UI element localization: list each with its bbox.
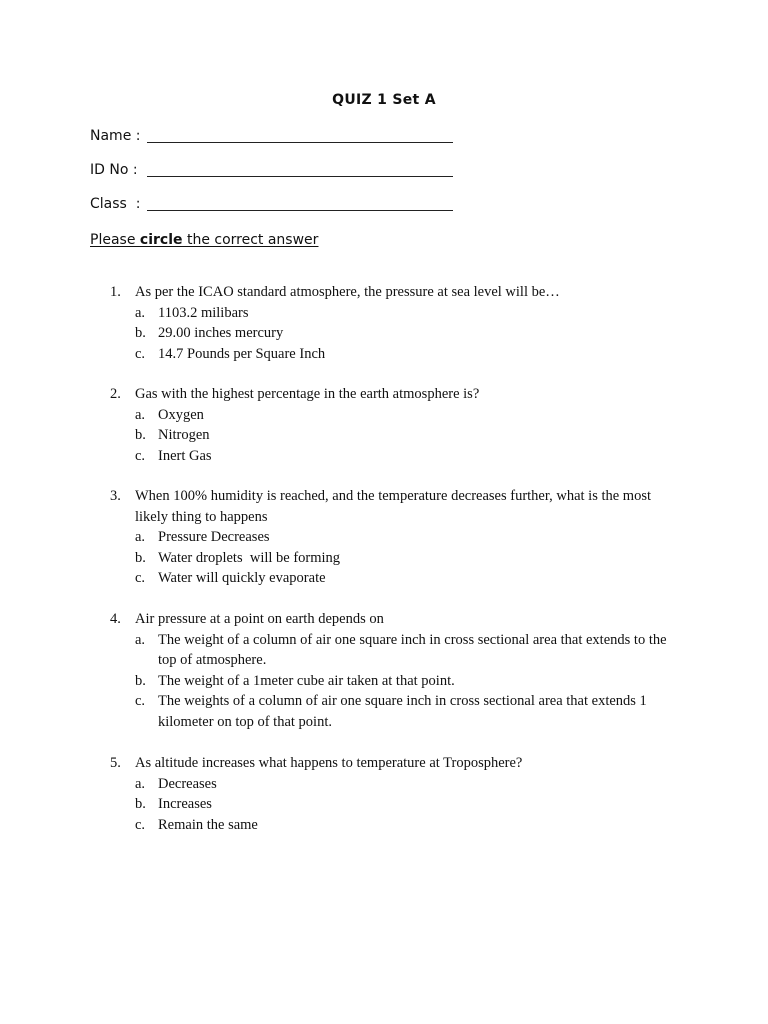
option-text: The weight of a 1meter cube air taken at that point.	[158, 672, 455, 689]
instruction-before: Please	[90, 232, 140, 248]
name-label: Name :	[90, 128, 141, 144]
option-letter: b.	[135, 325, 146, 342]
option-letter: b.	[135, 672, 146, 689]
instruction	[90, 230, 318, 250]
question-text: As per the ICAO standard atmosphere, the pressure at sea level will be…	[135, 284, 560, 300]
option-text: 14.7 Pounds per Square Inch	[158, 345, 326, 362]
option-text: 29.00 inches mercury	[158, 325, 284, 342]
question-number: 2.	[110, 386, 121, 402]
quiz-title: QUIZ 1 Set A	[332, 92, 436, 108]
class-field	[90, 194, 140, 214]
option-letter: b.	[135, 796, 146, 813]
option-b[interactable]	[110, 794, 680, 815]
question-number: 3.	[110, 488, 121, 504]
option-text: Water droplets will be forming	[158, 549, 341, 566]
option-letter: b.	[135, 549, 146, 566]
option-a[interactable]	[110, 630, 680, 671]
option-b[interactable]	[110, 323, 680, 344]
class-blank-line[interactable]	[147, 210, 453, 211]
option-text: The weights of a column of air one square inch in cross sectional area that extends 1 kilometer on top of that point.	[158, 693, 647, 730]
question-1	[110, 282, 680, 364]
option-text: Water will quickly evaporate	[158, 570, 326, 587]
option-letter: c.	[135, 447, 146, 464]
option-text: 1103.2 milibars	[158, 304, 249, 321]
option-text: Decreases	[158, 775, 217, 792]
question-number: 5.	[110, 755, 121, 771]
question-text: Air pressure at a point on earth depends on	[135, 611, 384, 627]
name-field	[90, 126, 140, 146]
option-c[interactable]	[110, 446, 680, 467]
question-3	[110, 486, 680, 589]
option-text: Increases	[158, 796, 212, 813]
name-blank-line[interactable]	[147, 142, 453, 143]
question-text: When 100% humidity is reached, and the temperature decreases further, what is the most likely thing to happens	[135, 488, 652, 525]
option-b[interactable]	[110, 425, 680, 446]
option-text: The weight of a column of air one square inch in cross sectional area that extends to the top of atmosphere.	[158, 631, 667, 669]
option-letter: a.	[135, 304, 146, 321]
option-letter: b.	[135, 427, 146, 444]
option-b[interactable]	[110, 548, 680, 569]
option-text: Pressure Decreases	[158, 529, 270, 546]
option-letter: a.	[135, 529, 146, 546]
option-letter: a.	[135, 775, 146, 792]
option-text: Inert Gas	[158, 447, 212, 464]
question-5	[110, 753, 680, 835]
option-a[interactable]	[110, 527, 680, 548]
option-letter: c.	[135, 570, 146, 587]
question-text: As altitude increases what happens to temperature at Troposphere?	[135, 755, 523, 771]
id-blank-line[interactable]	[147, 176, 453, 177]
option-c[interactable]	[110, 344, 680, 365]
option-text: Remain the same	[158, 816, 258, 833]
instruction-after: the correct answer	[182, 232, 319, 248]
option-text: Nitrogen	[158, 427, 210, 444]
id-label: ID No :	[90, 162, 138, 178]
option-c[interactable]	[110, 568, 680, 589]
option-text: Oxygen	[158, 406, 204, 423]
option-letter: a.	[135, 406, 146, 423]
question-number: 4.	[110, 611, 121, 627]
question-4	[110, 609, 680, 733]
option-letter: c.	[135, 345, 146, 362]
question-2	[110, 384, 680, 466]
option-a[interactable]	[110, 774, 680, 795]
option-c[interactable]	[110, 691, 680, 732]
option-letter: c.	[135, 816, 146, 833]
option-c[interactable]	[110, 815, 680, 836]
option-b[interactable]	[110, 671, 680, 692]
option-a[interactable]	[110, 303, 680, 324]
option-letter: c.	[135, 693, 146, 710]
id-field	[90, 160, 138, 180]
question-number: 1.	[110, 284, 121, 300]
option-letter: a.	[135, 631, 146, 648]
option-a[interactable]	[110, 405, 680, 426]
instruction-bold: circle	[139, 232, 183, 248]
class-label: Class :	[90, 196, 141, 212]
question-text: Gas with the highest percentage in the earth atmosphere is?	[135, 386, 480, 402]
